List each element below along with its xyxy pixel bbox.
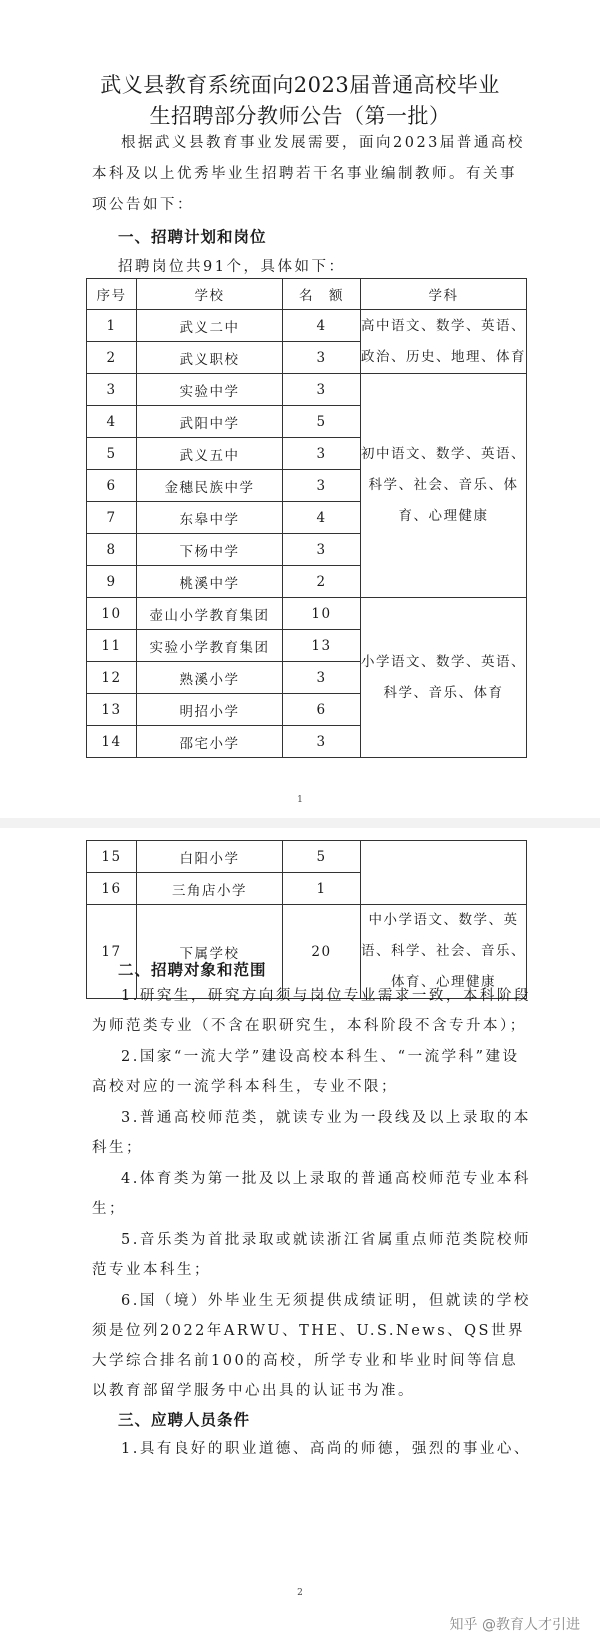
page-number-2: 2 bbox=[297, 1588, 303, 1598]
section3-item-1: 1.具有良好的职业道德、高尚的师德，强烈的事业心、 bbox=[121, 1441, 531, 1457]
cell-count: 6 bbox=[283, 694, 361, 726]
document-page-1 bbox=[0, 0, 600, 818]
page-number-1: 1 bbox=[297, 795, 303, 805]
cell-no: 5 bbox=[87, 438, 137, 470]
cell-no: 12 bbox=[87, 662, 137, 694]
table-row bbox=[87, 374, 527, 406]
cell-school: 下杨中学 bbox=[137, 534, 283, 566]
cell-count: 3 bbox=[283, 662, 361, 694]
section1-summary: 招聘岗位共91个，具体如下： bbox=[118, 259, 346, 275]
cell-school: 桃溪中学 bbox=[137, 566, 283, 598]
cell-no: 15 bbox=[87, 841, 137, 873]
cell-no: 14 bbox=[87, 726, 137, 758]
watermark-text: 知乎 @教育人才引进 bbox=[449, 1617, 580, 1633]
section2-item-6: 6.国（境）外毕业生无须提供成绩证明，但就读的学校须是位列2022年ARWU、THE、U.S.News、QS世界大学综合排名前100的高校，所学专业和毕业时间等信息以教育部留学服务中心出具的认证书为准。 bbox=[92, 1293, 531, 1399]
section2-item-2: 2.国家“一流大学”建设高校本科生、“一流学科”建设高校对应的一流学科本科生，专业不限； bbox=[92, 1049, 520, 1095]
cell-no: 11 bbox=[87, 630, 137, 662]
cell-count: 2 bbox=[283, 566, 361, 598]
cell-count: 20 bbox=[283, 905, 361, 999]
section2-item-3: 3.普通高校师范类，就读专业为一段线及以上录取的本科生； bbox=[92, 1110, 531, 1156]
cell-count: 3 bbox=[283, 726, 361, 758]
cell-no: 4 bbox=[87, 406, 137, 438]
cell-subject-high: 高中语文、数学、英语、政治、历史、地理、体育 bbox=[361, 310, 527, 374]
intro-paragraph: 根据武义县教育事业发展需要，面向2023届普通高校本科及以上优秀毕业生招聘若干名事业编制教师。有关事项公告如下： bbox=[92, 135, 525, 213]
cell-no: 6 bbox=[87, 470, 137, 502]
title-line-1: 武义县教育系统面向2023届普通高校毕业 bbox=[100, 73, 500, 97]
cell-count: 3 bbox=[283, 534, 361, 566]
cell-school: 东皋中学 bbox=[137, 502, 283, 534]
cell-no: 16 bbox=[87, 873, 137, 905]
document-page-2 bbox=[0, 828, 600, 1644]
cell-count: 3 bbox=[283, 438, 361, 470]
cell-school: 武义职校 bbox=[137, 342, 283, 374]
cell-subject-primary-continued bbox=[361, 841, 527, 905]
cell-no: 13 bbox=[87, 694, 137, 726]
cell-no: 8 bbox=[87, 534, 137, 566]
cell-count: 3 bbox=[283, 470, 361, 502]
table-row bbox=[87, 310, 527, 342]
cell-school: 三角店小学 bbox=[137, 873, 283, 905]
section2-item-5: 5.音乐类为首批录取或就读浙江省属重点师范类院校师范专业本科生； bbox=[92, 1232, 531, 1278]
page-gap bbox=[0, 818, 600, 828]
cell-subject-primary: 小学语文、数学、英语、科学、音乐、体育 bbox=[361, 598, 527, 758]
section2-heading: 二、招聘对象和范围 bbox=[118, 961, 267, 979]
cell-count: 4 bbox=[283, 502, 361, 534]
cell-school: 实验中学 bbox=[137, 374, 283, 406]
cell-count: 3 bbox=[283, 374, 361, 406]
cell-school: 武阳中学 bbox=[137, 406, 283, 438]
cell-subject-middle: 初中语文、数学、英语、科学、社会、音乐、体育、心理健康 bbox=[361, 374, 527, 598]
cell-no: 17 bbox=[87, 905, 137, 999]
header-subject: 学科 bbox=[361, 279, 527, 310]
section1-heading: 一、招聘计划和岗位 bbox=[118, 228, 267, 246]
cell-school: 实验小学教育集团 bbox=[137, 630, 283, 662]
cell-no: 10 bbox=[87, 598, 137, 630]
section2-item-1: 1.研究生，研究方向须与岗位专业需求一致，本科阶段为师范类专业（不含在职研究生，本科阶段不含专升本）； bbox=[92, 988, 531, 1034]
cell-no: 3 bbox=[87, 374, 137, 406]
cell-no: 7 bbox=[87, 502, 137, 534]
cell-school: 金穗民族中学 bbox=[137, 470, 283, 502]
cell-no: 1 bbox=[87, 310, 137, 342]
cell-school: 武义二中 bbox=[137, 310, 283, 342]
cell-school: 壶山小学教育集团 bbox=[137, 598, 283, 630]
header-count: 名 额 bbox=[283, 279, 361, 310]
table-row bbox=[87, 598, 527, 630]
table-row bbox=[87, 841, 527, 873]
cell-school: 白阳小学 bbox=[137, 841, 283, 873]
cell-school: 邵宅小学 bbox=[137, 726, 283, 758]
header-no: 序号 bbox=[87, 279, 137, 310]
cell-school: 武义五中 bbox=[137, 438, 283, 470]
cell-count: 10 bbox=[283, 598, 361, 630]
cell-no: 9 bbox=[87, 566, 137, 598]
section3-heading: 三、应聘人员条件 bbox=[118, 1411, 251, 1429]
cell-subject-all: 中小学语文、数学、英语、科学、社会、音乐、体育、心理健康 bbox=[361, 905, 527, 999]
recruitment-table-part1 bbox=[86, 278, 527, 758]
cell-no: 2 bbox=[87, 342, 137, 374]
cell-school: 下属学校 bbox=[137, 905, 283, 999]
cell-count: 13 bbox=[283, 630, 361, 662]
cell-count: 5 bbox=[283, 406, 361, 438]
cell-count: 5 bbox=[283, 841, 361, 873]
cell-school: 熟溪小学 bbox=[137, 662, 283, 694]
cell-count: 4 bbox=[283, 310, 361, 342]
section2-item-4: 4.体育类为第一批及以上录取的普通高校师范专业本科生； bbox=[92, 1171, 531, 1217]
cell-count: 1 bbox=[283, 873, 361, 905]
cell-count: 3 bbox=[283, 342, 361, 374]
title-line-2: 生招聘部分教师公告（第一批） bbox=[149, 104, 451, 128]
cell-school: 明招小学 bbox=[137, 694, 283, 726]
header-school: 学校 bbox=[137, 279, 283, 310]
